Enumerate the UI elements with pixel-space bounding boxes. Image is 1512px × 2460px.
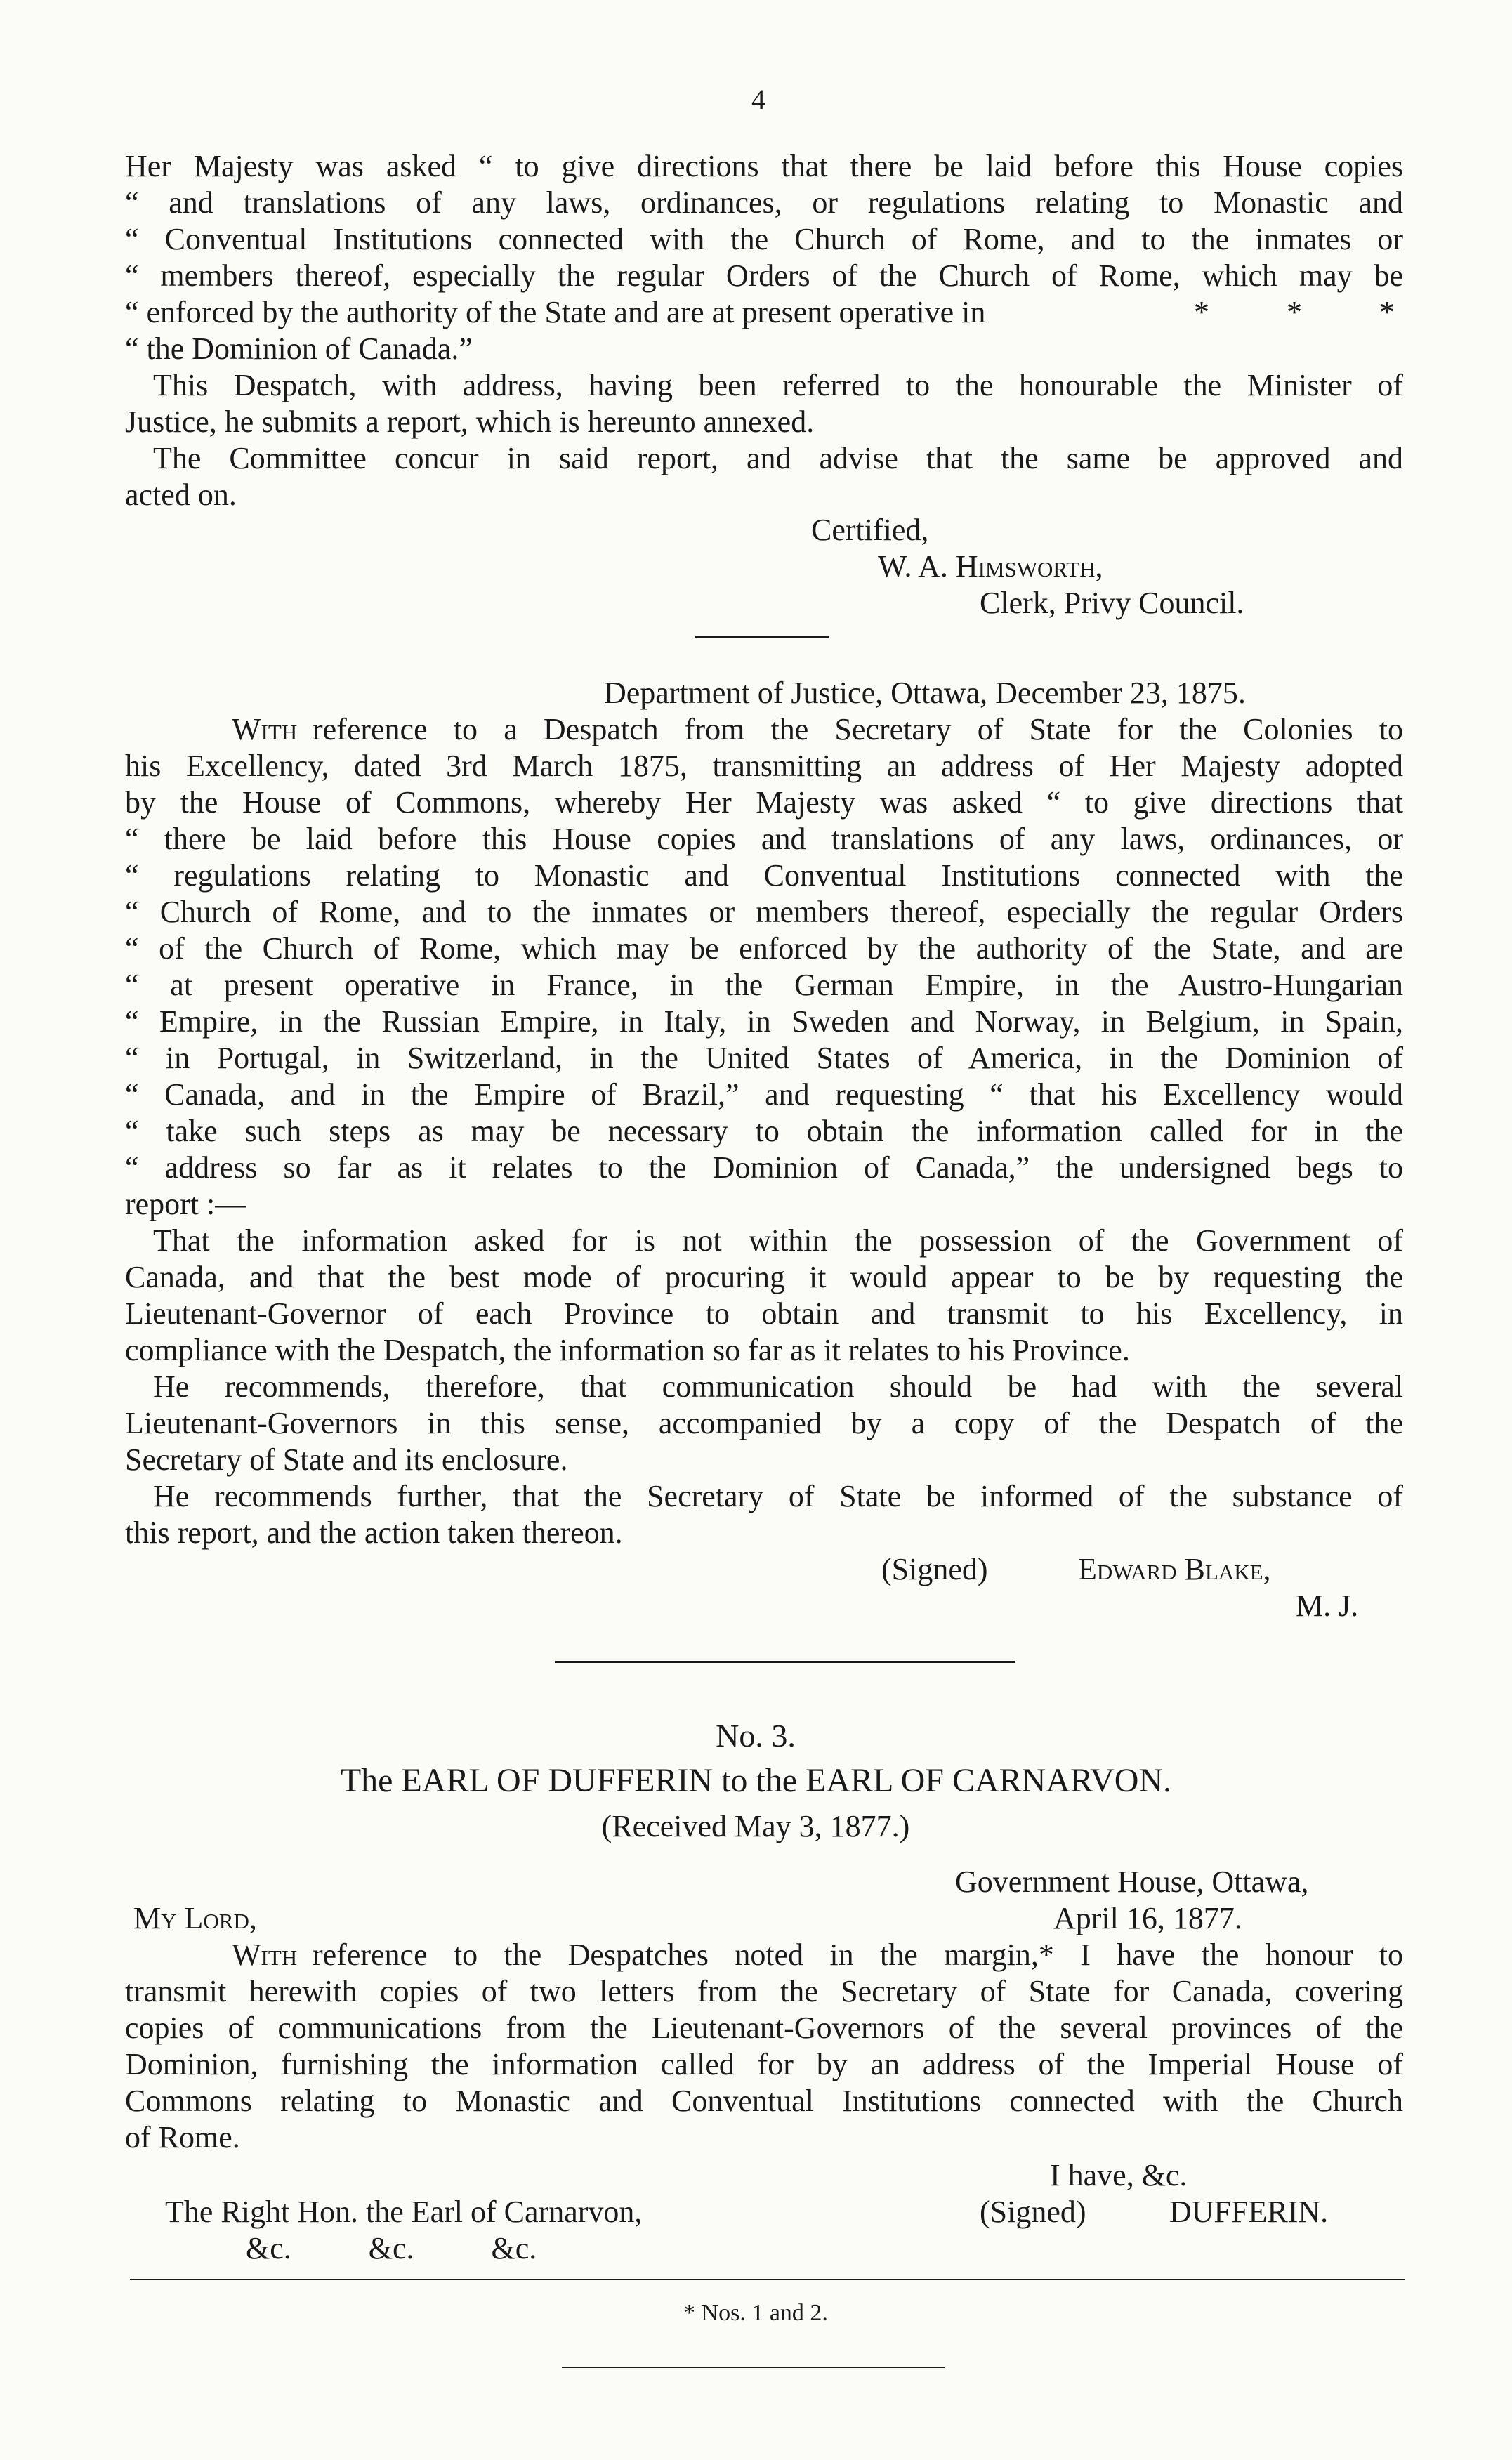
justice-line: report :— xyxy=(125,1187,246,1221)
letter-line: transmit herewith copies of two letters from the Secretary of State for Canada, covering xyxy=(125,1974,1403,2008)
document-heading: The EARL OF DUFFERIN to the EARL OF CARNARVON. xyxy=(340,1762,1172,1799)
page-number: 4 xyxy=(751,84,765,115)
letter-place: Government House, Ottawa, xyxy=(955,1864,1309,1899)
justice-line: He recommends, therefore, that communication should be had with the several xyxy=(153,1369,1403,1404)
justice-header: Department of Justice, Ottawa, December 23, 1875. xyxy=(604,676,1246,710)
letter-line: reference to the Despatches noted in the margin,* I have the honour to xyxy=(313,1938,1403,1972)
letter-etc: &c. &c. &c. xyxy=(246,2231,537,2265)
justice-line: “ take such steps as may be necessary to obtain the information called for in the xyxy=(125,1114,1403,1148)
justice-line: “ address so far as it relates to the Dominion of Canada,” the undersigned begs to xyxy=(125,1150,1403,1185)
letter-line: Dominion, furnishing the information called for by an address of the Imperial House of xyxy=(125,2047,1403,2081)
justice-line: “ Empire, in the Russian Empire, in Italy, in Sweden and Norway, in Belgium, in Spain, xyxy=(125,1004,1403,1039)
bottom-rule xyxy=(562,2367,945,2368)
certified-name: W. A. Himsworth, xyxy=(878,549,1103,584)
letter-with-word: With xyxy=(232,1938,298,1972)
justice-line: “ in Portugal, in Switzerland, in the United States of America, in the Dominion of xyxy=(125,1041,1403,1075)
justice-line: this report, and the action taken thereon. xyxy=(125,1515,623,1550)
letter-salutation: My Lord, xyxy=(133,1901,257,1935)
justice-signer: Edward Blake, xyxy=(1078,1552,1271,1586)
block1-line: acted on. xyxy=(125,478,237,512)
footnote: * Nos. 1 and 2. xyxy=(683,2300,828,2326)
certified-label: Certified, xyxy=(811,513,929,547)
justice-with-word: With xyxy=(232,712,298,746)
justice-line: That the information asked for is not within the possession of the Government of xyxy=(153,1223,1403,1258)
justice-line: He recommends further, that the Secretary of State be informed of the substance of xyxy=(153,1479,1403,1513)
justice-line: “ there be laid before this House copies and translations of any laws, ordinances, or xyxy=(125,822,1403,856)
document-number: No. 3. xyxy=(716,1718,796,1754)
block1-line: The Committee concur in said report, and advise that the same be approved and xyxy=(153,441,1403,475)
justice-line: “ Church of Rome, and to the inmates or members thereof, especially the regular Orders xyxy=(125,895,1403,929)
block1-line: Her Majesty was asked “ to give directions that there be laid before this House copies xyxy=(125,149,1403,183)
received-date: (Received May 3, 1877.) xyxy=(601,1809,910,1843)
block1-line: “ members thereof, especially the regular Orders of the Church of Rome, which may be xyxy=(125,258,1403,293)
section-divider xyxy=(695,636,829,638)
block1-line: “ Conventual Institutions connected with the Church of Rome, and to the inmates or xyxy=(125,222,1403,256)
justice-line: compliance with the Despatch, the information so far as it relates to his Province. xyxy=(125,1333,1130,1367)
justice-line: reference to a Despatch from the Secretary of State for the Colonies to xyxy=(313,712,1403,746)
footnote-rule xyxy=(130,2279,1405,2280)
certified-title: Clerk, Privy Council. xyxy=(980,586,1244,620)
letter-line: Commons relating to Monastic and Conventual Institutions connected with the Church xyxy=(125,2084,1403,2118)
letter-closing: I have, &c. xyxy=(1050,2158,1188,2192)
justice-line: Lieutenant-Governor of each Province to obtain and transmit to his Excellency, in xyxy=(125,1296,1403,1331)
justice-line: “ of the Church of Rome, which may be enforced by the authority of the State, and are xyxy=(125,931,1403,966)
justice-line: “ Canada, and in the Empire of Brazil,” and requesting “ that his Excellency would xyxy=(125,1077,1403,1112)
letter-signed-label: (Signed) xyxy=(980,2195,1086,2229)
justice-line: by the House of Commons, whereby Her Majesty was asked “ to give directions that xyxy=(125,785,1403,820)
justice-signed-label: (Signed) xyxy=(881,1552,988,1586)
justice-line: “ regulations relating to Monastic and Conventual Institutions connected with the xyxy=(125,858,1403,893)
block1-line: “ the Dominion of Canada.” xyxy=(125,331,473,366)
justice-line: Lieutenant-Governors in this sense, accompanied by a copy of the Despatch of the xyxy=(125,1406,1403,1440)
block1-line: “ enforced by the authority of the State and are at present operative in xyxy=(125,295,986,329)
letter-line: of Rome. xyxy=(125,2120,240,2155)
block1-line: This Despatch, with address, having been referred to the honourable the Minister of xyxy=(153,368,1403,402)
justice-line: Canada, and that the best mode of procuring it would appear to be by requesting the xyxy=(125,1260,1403,1294)
section-divider xyxy=(555,1661,1015,1663)
block1-asterisks: * * * xyxy=(1194,295,1395,329)
justice-line: Secretary of State and its enclosure. xyxy=(125,1442,568,1477)
justice-line: his Excellency, dated 3rd March 1875, transmitting an address of Her Majesty adopted xyxy=(125,749,1403,783)
block1-line: “ and translations of any laws, ordinances, or regulations relating to Monastic and xyxy=(125,185,1403,220)
block1-line: Justice, he submits a report, which is hereunto annexed. xyxy=(125,404,815,439)
letter-signer: DUFFERIN. xyxy=(1169,2195,1329,2229)
letter-addressee: The Right Hon. the Earl of Carnarvon, xyxy=(165,2195,643,2229)
letter-line: copies of communications from the Lieutenant-Governors of the several provinces of the xyxy=(125,2011,1403,2045)
justice-signer-title: M. J. xyxy=(1296,1589,1359,1623)
justice-line: “ at present operative in France, in the German Empire, in the Austro-Hungarian xyxy=(125,968,1403,1002)
letter-date: April 16, 1877. xyxy=(1053,1901,1242,1935)
